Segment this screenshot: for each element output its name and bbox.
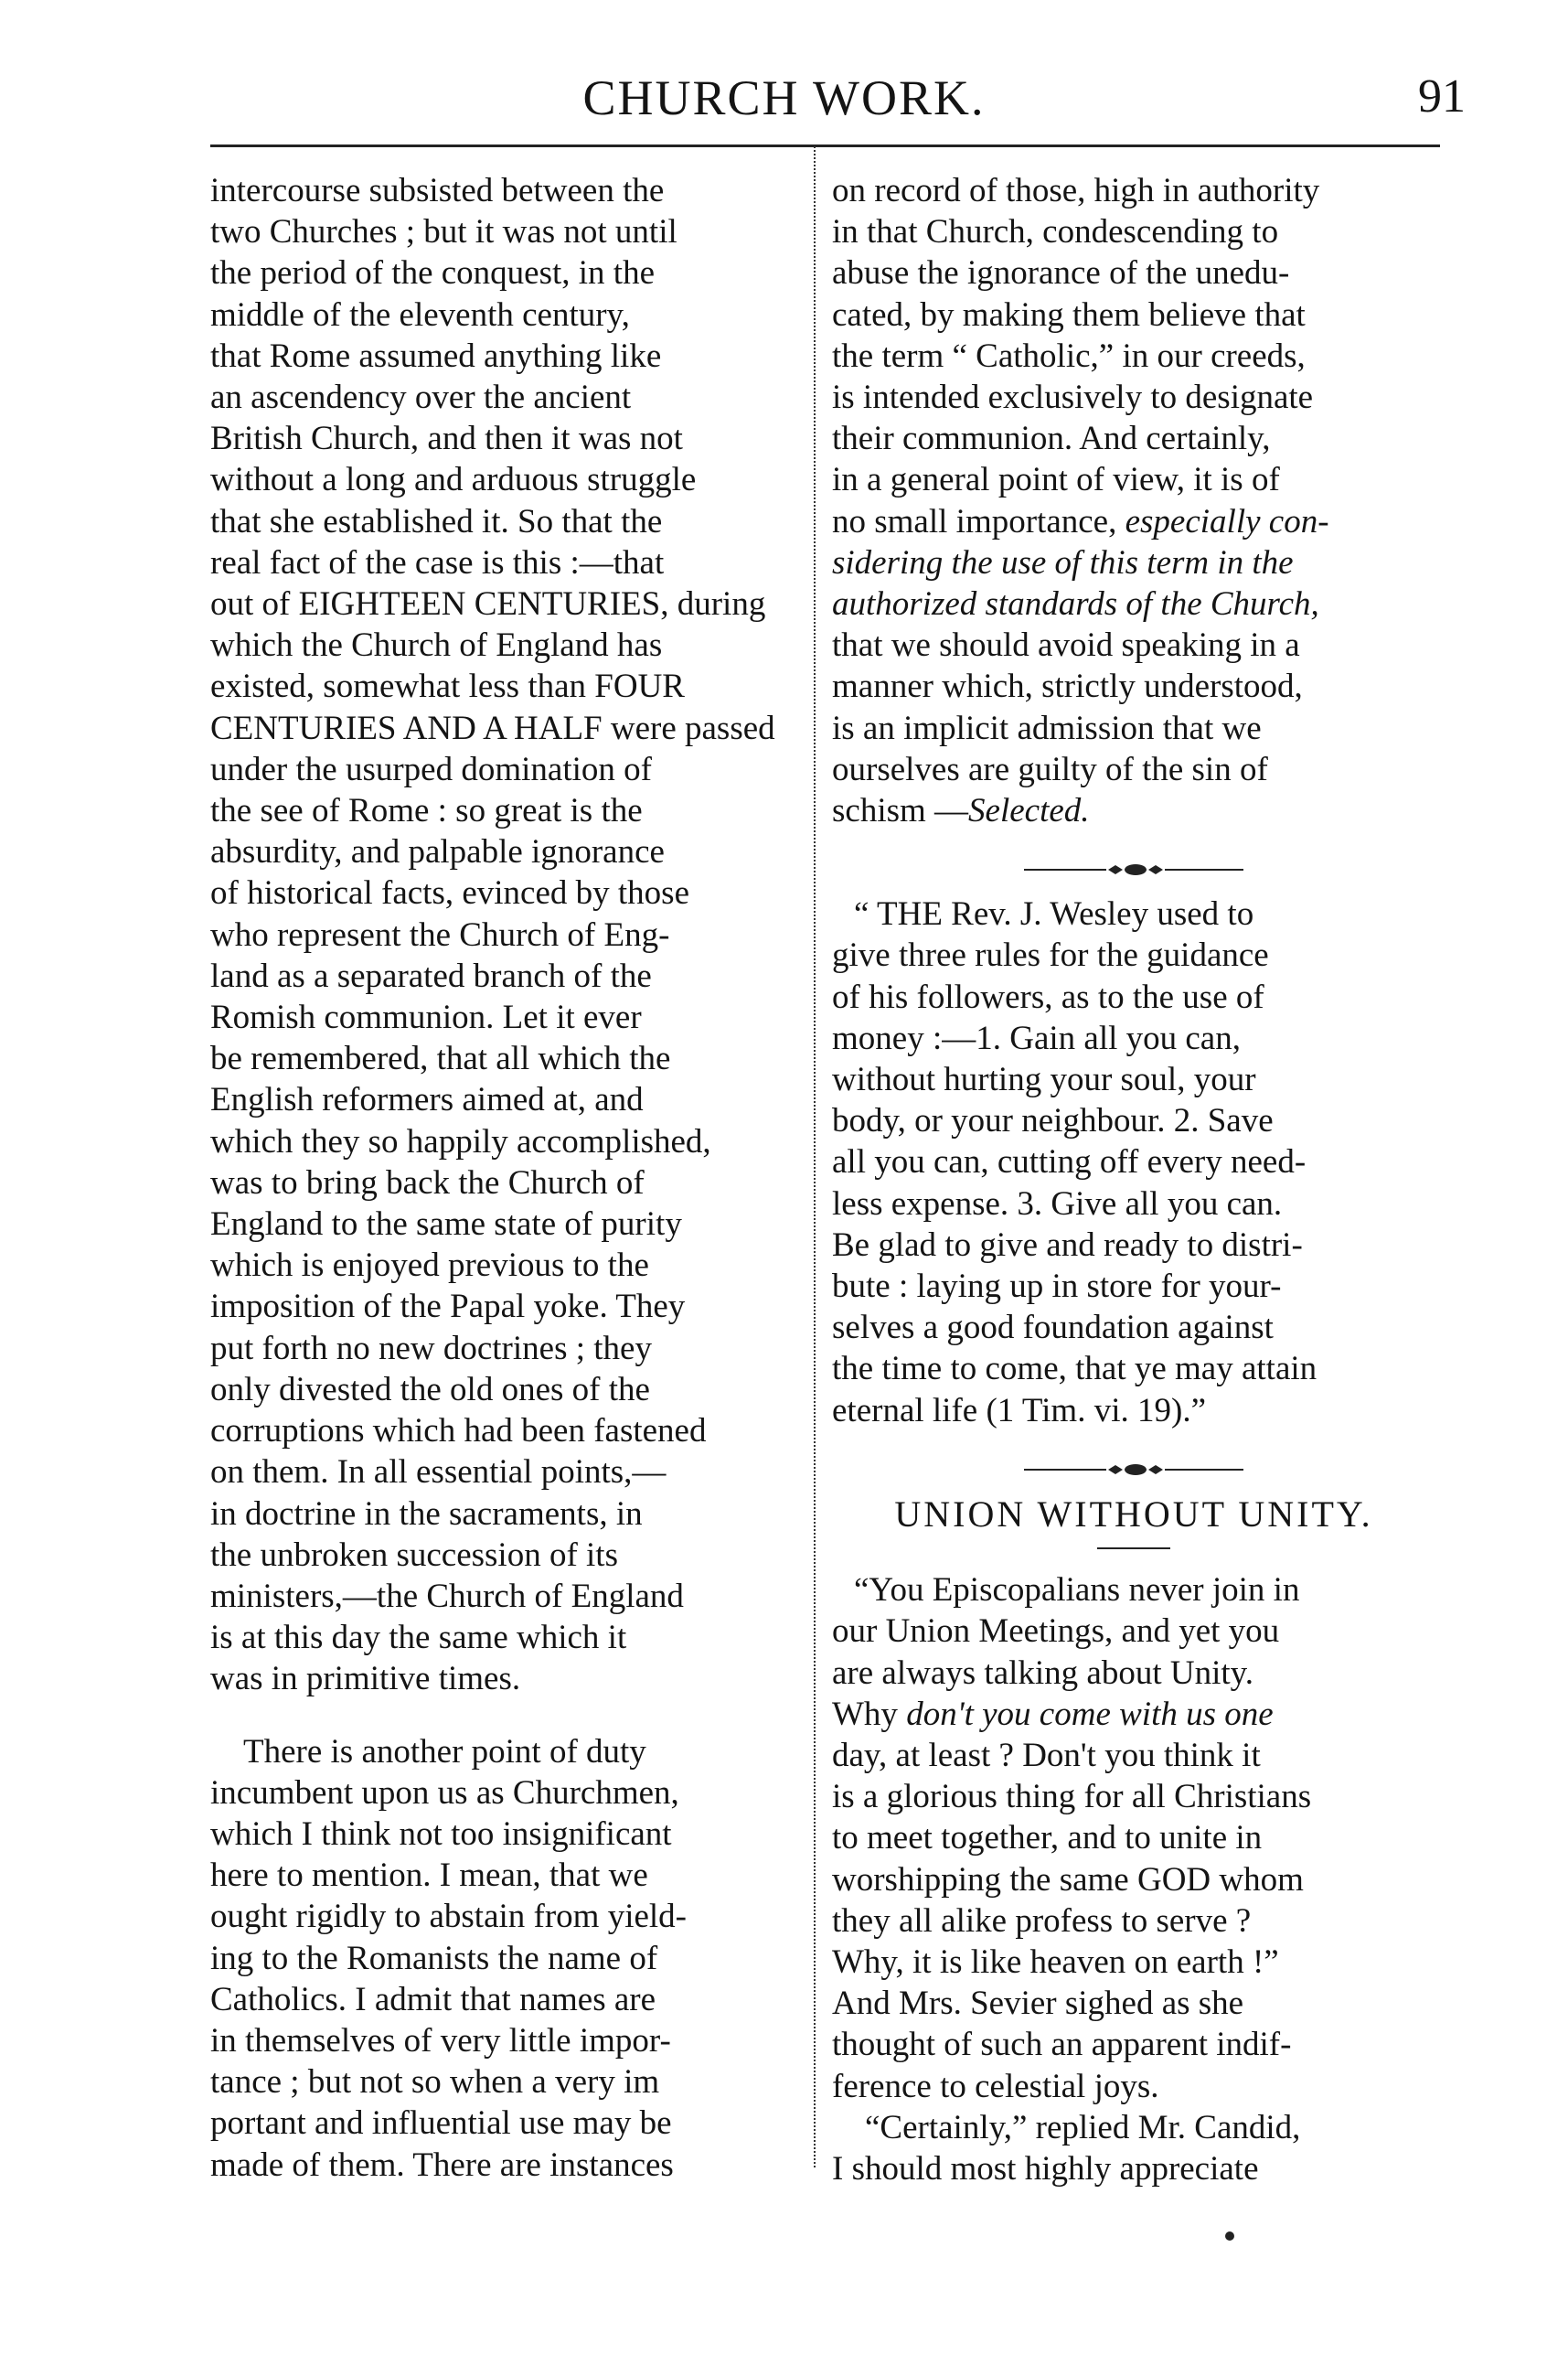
text-line: out of EIGHTEEN CENTURIES, during xyxy=(210,585,766,624)
text-line: existed, somewhat less than FOUR xyxy=(210,668,685,706)
text-line: bute : laying up in store for your- xyxy=(832,1268,1282,1306)
text-line: middle of the eleventh century, xyxy=(210,295,630,334)
italic-line: authorized standards of the Church, xyxy=(832,585,1319,624)
text-line: all you can, cutting off every need- xyxy=(832,1143,1307,1182)
text-line: Catholics. I admit that names are xyxy=(210,1980,656,2018)
text-line: is an implicit admission that we xyxy=(832,709,1262,747)
text-line: England to the same state of purity xyxy=(210,1205,682,1244)
italic-fragment: don't you come with us one xyxy=(906,1695,1274,1733)
text-line: the term “ Catholic,” in our creeds, xyxy=(832,337,1306,375)
text-line: of historical facts, evinced by those xyxy=(210,874,689,913)
text-line: was to bring back the Church of xyxy=(210,1163,645,1202)
text-line: selves a good foundation against xyxy=(832,1309,1274,1347)
running-head xyxy=(0,64,1568,137)
text-line: ing to the Romanists the name of xyxy=(210,1939,658,1977)
text-line: the period of the conquest, in the xyxy=(210,254,656,293)
text-line: money :—1. Gain all you can, xyxy=(832,1019,1241,1057)
section-heading: UNION WITHOUT UNITY. xyxy=(894,1493,1373,1535)
text-line: that Rome assumed anything like xyxy=(210,337,662,375)
text-line: which the Church of England has xyxy=(210,626,663,665)
footer-dot xyxy=(1225,2231,1234,2241)
text-line: worshipping the same GOD whom xyxy=(832,1860,1304,1899)
paragraph-church-history xyxy=(210,170,814,1700)
text-line xyxy=(832,790,1435,831)
header-rule xyxy=(210,144,1440,147)
text-line: they all alike profess to serve ? xyxy=(832,1901,1252,1940)
text-line: put forth no new doctrines ; they xyxy=(210,1329,652,1367)
text-line: in that Church, condescending to xyxy=(832,213,1279,251)
text-line: There is another point of duty xyxy=(243,1732,646,1771)
text-line: manner which, strictly understood, xyxy=(832,668,1303,706)
text-line: give three rules for the guidance xyxy=(832,936,1269,975)
ornament-divider xyxy=(832,848,1435,870)
text-line: British Church, and then it was not xyxy=(210,420,683,458)
paragraph-gap xyxy=(210,1700,814,1731)
text-line: is a glorious thing for all Christians xyxy=(832,1778,1312,1816)
text-line: is intended exclusively to designate xyxy=(832,379,1314,417)
text-line: incumbent upon us as Churchmen, xyxy=(210,1773,679,1812)
left-column xyxy=(210,170,814,2186)
text-line: intercourse subsisted between the xyxy=(210,172,665,209)
italic-fragment: especially con- xyxy=(1125,502,1329,540)
text-line: body, or your neighbour. 2. Save xyxy=(832,1102,1274,1140)
text-line: And Mrs. Sevier sighed as she xyxy=(832,1985,1244,2023)
text-line: our Union Meetings, and yet you xyxy=(832,1612,1280,1651)
ornament-divider xyxy=(832,1448,1435,1470)
text-line: ourselves are guilty of the sin of xyxy=(832,750,1268,788)
text-line: of his followers, as to the use of xyxy=(832,978,1264,1016)
column-divider xyxy=(814,146,816,2167)
text-line: cated, by making them believe that xyxy=(832,295,1306,334)
paragraph-union-meetings xyxy=(832,1569,1435,2107)
text-line xyxy=(832,501,1435,542)
text-line: thought of such an apparent indif- xyxy=(832,2026,1292,2064)
text-line: without hurting your soul, your xyxy=(832,1061,1256,1099)
text-line: an ascendency over the ancient xyxy=(210,379,632,417)
text-line: is at this day the same which it xyxy=(210,1619,627,1657)
text-line: which they so happily accomplished, xyxy=(210,1122,711,1161)
text-line: Romish communion. Let it ever xyxy=(210,999,642,1037)
text-line: “You Episcopalians never join in xyxy=(854,1571,1300,1610)
text-line: which is enjoyed previous to the xyxy=(210,1247,649,1285)
text-line: Why, it is like heaven on earth !” xyxy=(832,1942,1279,1981)
text-line: made of them. There are instances xyxy=(210,2146,674,2184)
text-line: are always talking about Unity. xyxy=(832,1653,1254,1692)
text-line: less expense. 3. Give all you can. xyxy=(832,1184,1283,1223)
text-line: CENTURIES AND A HALF were passed xyxy=(210,709,775,747)
text-fragment: Why xyxy=(832,1695,898,1733)
text-line xyxy=(832,1694,1435,1735)
text-line: who represent the Church of Eng- xyxy=(210,915,670,954)
text-fragment: schism — xyxy=(832,792,969,830)
text-line: on record of those, high in authority xyxy=(832,172,1320,209)
text-line: real fact of the case is this :—that xyxy=(210,543,665,582)
heading-rule xyxy=(1097,1547,1170,1549)
text-line: here to mention. I mean, that we xyxy=(210,1857,648,1895)
text-fragment: no small importance, xyxy=(832,502,1117,540)
text-line: their communion. And certainly, xyxy=(832,420,1271,458)
text-line: tance ; but not so when a very im xyxy=(210,2063,660,2102)
text-line: absurdity, and palpable ignorance xyxy=(210,833,665,872)
text-line: I should most highly appreciate xyxy=(832,2149,1259,2188)
text-line: which I think not too insignificant xyxy=(210,1814,672,1853)
text-line: English reformers aimed at, and xyxy=(210,1081,644,1119)
text-line: under the usurped domination of xyxy=(210,750,652,788)
text-line: corruptions which had been fastened xyxy=(210,1412,707,1450)
text-line: without a long and arduous struggle xyxy=(210,461,697,499)
paragraph-wesley-rules xyxy=(832,894,1435,1431)
text-line: ference to celestial joys. xyxy=(832,2067,1159,2105)
italic-line: sidering the use of this term in the xyxy=(832,543,1294,582)
text-line: that we should avoid speaking in a xyxy=(832,626,1300,665)
text-line: imposition of the Papal yoke. They xyxy=(210,1288,686,1326)
text-line: eternal life (1 Tim. vi. 19).” xyxy=(832,1391,1206,1429)
text-line: ought rigidly to abstain from yield- xyxy=(210,1898,687,1936)
text-line: the time to come, that ye may attain xyxy=(832,1350,1317,1388)
page-title: CHURCH WORK. xyxy=(582,70,986,125)
source-attribution: Selected. xyxy=(968,792,1090,830)
text-line: in a general point of view, it is of xyxy=(832,461,1280,499)
text-line: day, at least ? Don't you think it xyxy=(832,1736,1261,1774)
text-line: in doctrine in the sacraments, in xyxy=(210,1494,643,1533)
page-number: 91 xyxy=(1418,70,1466,123)
text-line: be remembered, that all which the xyxy=(210,1040,671,1078)
text-line: only divested the old ones of the xyxy=(210,1370,650,1408)
text-line: the unbroken succession of its xyxy=(210,1536,618,1574)
paragraph-candid-reply xyxy=(832,2107,1435,2189)
text-line: Be glad to give and ready to distri- xyxy=(832,1225,1303,1264)
text-line: “ THE Rev. J. Wesley used to xyxy=(854,895,1254,934)
text-line: in themselves of very little impor- xyxy=(210,2021,671,2060)
text-line: ministers,—the Church of England xyxy=(210,1577,684,1615)
text-line: portant and influential use may be xyxy=(210,2104,672,2143)
text-line: land as a separated branch of the xyxy=(210,957,652,995)
paragraph-catholic-name xyxy=(210,1731,814,2186)
text-line: abuse the ignorance of the unedu- xyxy=(832,254,1290,293)
text-line: was in primitive times. xyxy=(210,1660,521,1698)
right-column xyxy=(832,170,1435,2189)
text-line: on them. In all essential points,— xyxy=(210,1453,667,1492)
text-line: the see of Rome : so great is the xyxy=(210,792,643,830)
paragraph-catholic-continued xyxy=(832,170,1435,831)
text-line: two Churches ; but it was not until xyxy=(210,213,677,251)
text-line: that she established it. So that the xyxy=(210,502,663,540)
text-line: to meet together, and to unite in xyxy=(832,1819,1263,1857)
text-line: “Certainly,” replied Mr. Candid, xyxy=(865,2108,1301,2146)
